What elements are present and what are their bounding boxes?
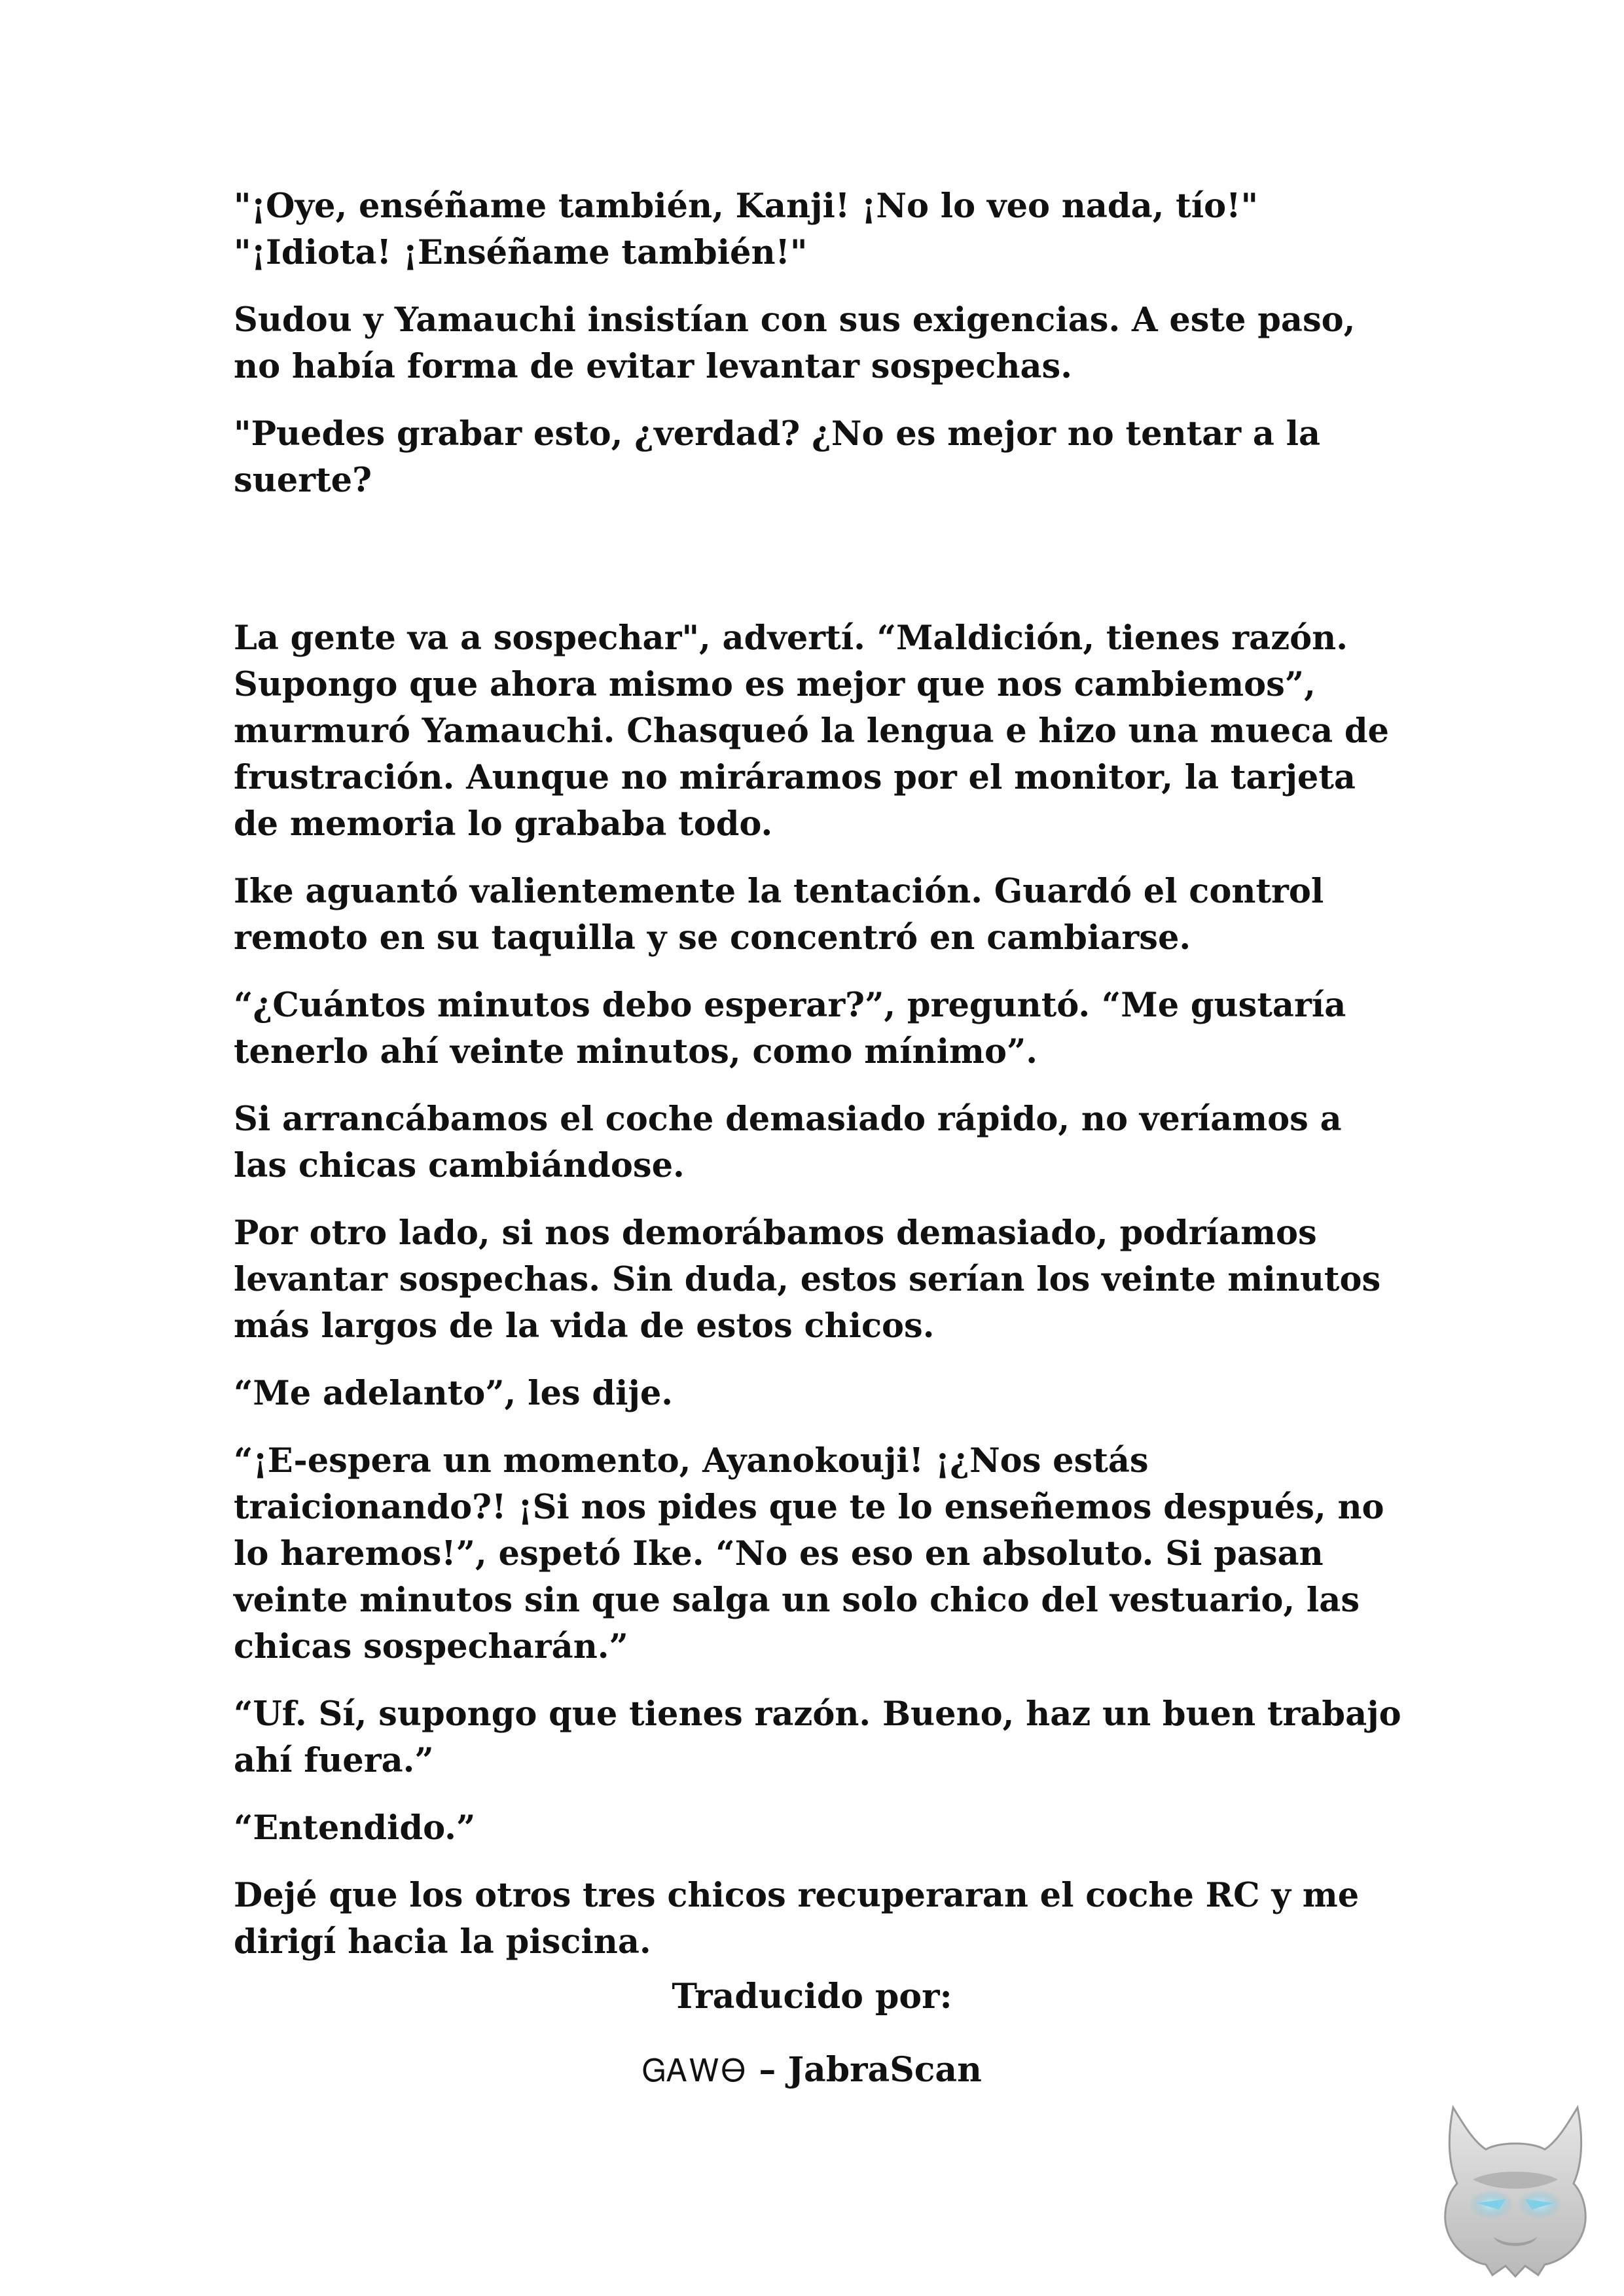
translator-name: ᏀᎪᎳᎾ <box>642 2053 748 2089</box>
paragraph: “Me adelanto”, les dije. <box>234 1374 674 1413</box>
body-text <box>234 183 1405 1986</box>
paragraph: “Uf. Sí, supongo que tienes razón. Bueno, haz un buen trabajo ahí fuera.” <box>234 1695 1401 1780</box>
translated-by-label: Traducido por: <box>672 1977 952 2017</box>
paragraph: Por otro lado, si nos demorábamos demasiado, podríamos levantar sospechas. Sin duda, estos serían los veinte minutos más largos de la vida de estos chicos. <box>234 1213 1381 1346</box>
paragraph: Dejé que los otros tres chicos recuperaran el coche RC y me dirigí hacia la piscina. <box>234 1876 1360 1962</box>
paragraph: La gente va a sospechar", advertí. “Maldición, tienes razón. Supongo que ahora mismo es mejor que nos cambiemos”, murmuró Yamauchi. Chasqueó la lengua e hizo una mueca de frustración. Aunque no miráramos por el monitor, la tarjeta de memoria lo grababa todo. <box>234 619 1390 844</box>
paragraph: Sudou y Yamauchi insistían con sus exigencias. A este paso, no había forma de evitar levantar sospechas. <box>234 300 1356 386</box>
paragraph: Si arrancábamos el coche demasiado rápido, no veríamos a las chicas cambiándose. <box>234 1100 1342 1185</box>
paragraph: "Puedes grabar esto, ¿verdad? ¿No es mejor no tentar a la suerte? <box>234 414 1321 500</box>
paragraph: "¡Idiota! ¡Enséñame también!" <box>234 233 808 272</box>
translator-credit <box>0 2050 1624 2090</box>
paragraph: “¡E-espera un momento, Ayanokouji! ¡¿Nos estás traicionando?! ¡Si nos pides que te lo enseñemos después, no lo haremos!”, espetó Ike. “No es eso en absoluto. Si pasan veinte minutos sin que salga un solo chico del vestuario, las chicas sospecharán.” <box>234 1441 1384 1666</box>
devil-head-logo-icon <box>1434 2101 1597 2278</box>
paragraph: “¿Cuántos minutos debo esperar?”, preguntó. “Me gustaría tenerlo ahí veinte minutos, como mínimo”. <box>234 986 1346 1071</box>
paragraph: “Entendido.” <box>234 1808 476 1848</box>
paragraph: "¡Oye, enséñame también, Kanji! ¡No lo veo nada, tío!" <box>234 187 1259 226</box>
credit-separator: – <box>747 2050 788 2090</box>
paragraph: Ike aguantó valientemente la tentación. Guardó el control remoto en su taquilla y se concentró en cambiarse. <box>234 872 1324 958</box>
scan-group-name: JabraScan <box>787 2050 982 2090</box>
